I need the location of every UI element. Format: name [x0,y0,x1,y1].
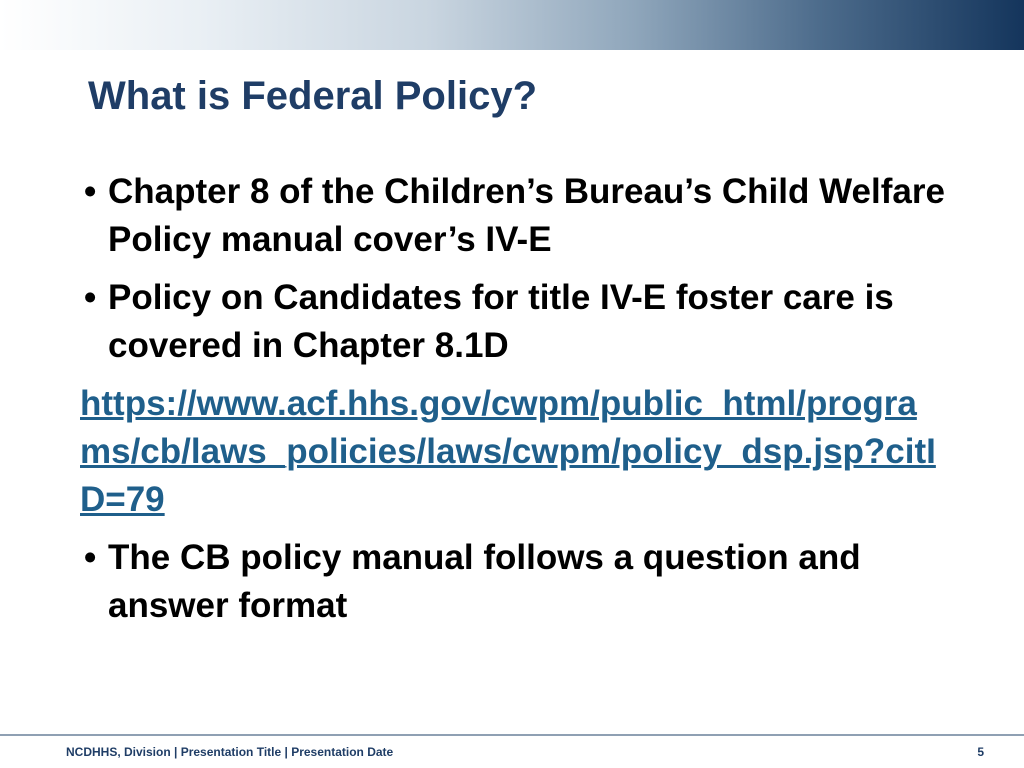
footer-text: NCDHHS, Division | Presentation Title | Presentation Date [66,745,394,759]
policy-manual-link[interactable]: https://www.acf.hhs.gov/cwpm/public_html/programs/cb/laws_policies/laws/cwpm/policy_dsp.jsp?citID=79 [80,384,936,519]
bullet-text: The CB policy manual follows a question and answer format [108,538,861,625]
bullet-dot-icon: • [84,278,97,317]
bullet-text: Chapter 8 of the Children’s Bureau’s Child Welfare Policy manual cover’s IV-E [108,172,945,259]
bullet-item [80,274,960,370]
page-number: 5 [977,745,984,759]
slide-title: What is Federal Policy? [88,74,538,118]
header-gradient-band [0,0,1024,50]
bullet-item [80,534,960,630]
bullet-item [80,168,960,264]
bullet-dot-icon: • [84,172,97,211]
bullet-text: Policy on Candidates for title IV-E foster care is covered in Chapter 8.1D [108,278,894,365]
slide-content [80,168,960,640]
bullet-dot-icon: • [84,538,97,577]
footer-divider [0,734,1024,736]
